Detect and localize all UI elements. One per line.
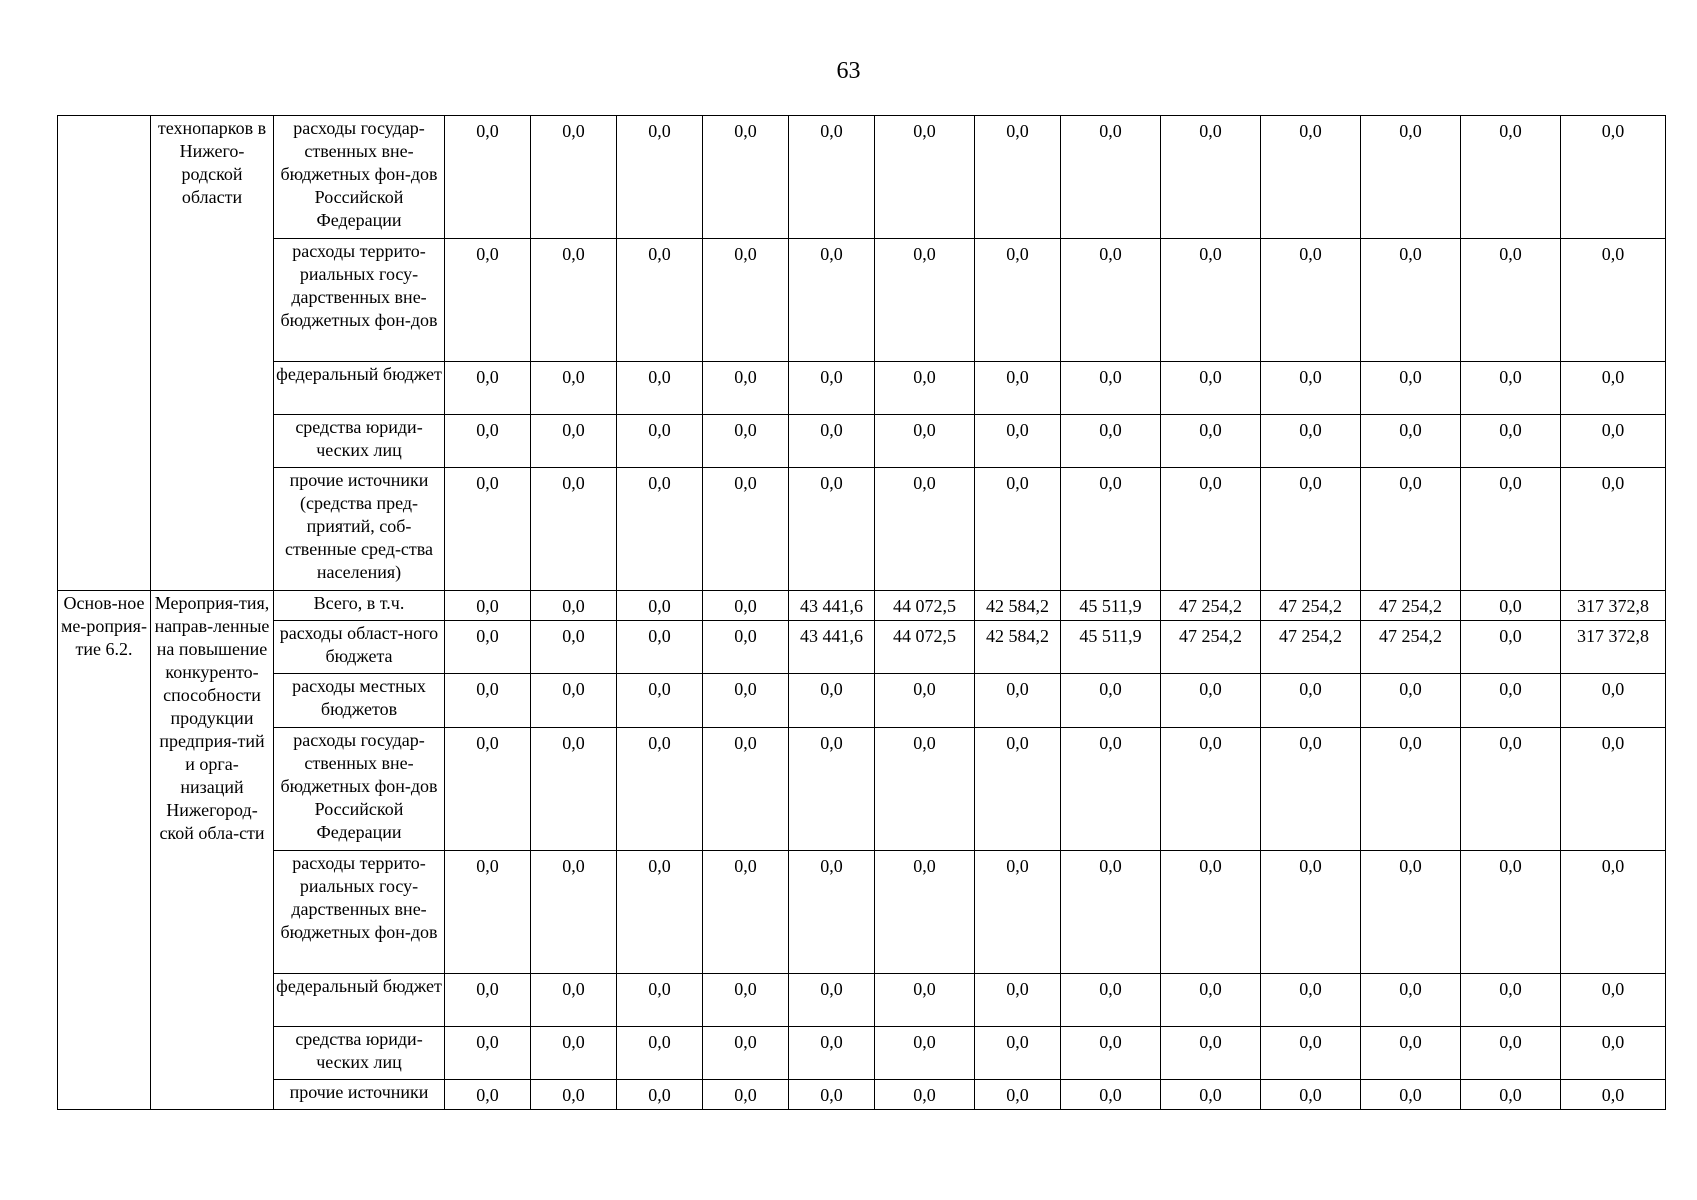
table-row bbox=[58, 1079, 1666, 1109]
source-cell: прочие источники bbox=[274, 1079, 445, 1109]
value-cell: 0,0 bbox=[1461, 1026, 1561, 1079]
value-cell: 0,0 bbox=[975, 973, 1061, 1026]
value-cell: 0,0 bbox=[1361, 1026, 1461, 1079]
value-cell: 0,0 bbox=[703, 850, 789, 973]
value-cell: 0,0 bbox=[1461, 591, 1561, 621]
value-cell: 0,0 bbox=[1061, 850, 1161, 973]
value-cell: 0,0 bbox=[1161, 973, 1261, 1026]
value-cell: 0,0 bbox=[445, 591, 531, 621]
value-cell: 0,0 bbox=[789, 116, 875, 239]
value-cell: 0,0 bbox=[875, 362, 975, 415]
value-cell: 0,0 bbox=[1061, 674, 1161, 727]
value-cell: 0,0 bbox=[1161, 850, 1261, 973]
page-number: 63 bbox=[836, 58, 861, 84]
table-row bbox=[58, 362, 1666, 415]
value-cell: 0,0 bbox=[531, 468, 617, 591]
value-cell: 42 584,2 bbox=[975, 621, 1061, 674]
value-cell: 0,0 bbox=[531, 850, 617, 973]
value-cell: 45 511,9 bbox=[1061, 591, 1161, 621]
value-cell: 45 511,9 bbox=[1061, 621, 1161, 674]
value-cell: 0,0 bbox=[1261, 1079, 1361, 1109]
table-row bbox=[58, 591, 1666, 621]
value-cell: 0,0 bbox=[1061, 973, 1161, 1026]
value-cell: 0,0 bbox=[875, 973, 975, 1026]
value-cell: 0,0 bbox=[617, 674, 703, 727]
value-cell: 0,0 bbox=[445, 239, 531, 362]
value-cell: 0,0 bbox=[445, 1026, 531, 1079]
value-cell: 0,0 bbox=[789, 727, 875, 850]
value-cell: 0,0 bbox=[1561, 239, 1666, 362]
table-row bbox=[58, 973, 1666, 1026]
value-cell: 0,0 bbox=[875, 850, 975, 973]
value-cell: 0,0 bbox=[1461, 850, 1561, 973]
value-cell: 0,0 bbox=[875, 116, 975, 239]
value-cell: 0,0 bbox=[703, 362, 789, 415]
value-cell: 0,0 bbox=[445, 674, 531, 727]
table-row bbox=[58, 727, 1666, 850]
value-cell: 43 441,6 bbox=[789, 621, 875, 674]
value-cell: 0,0 bbox=[1561, 116, 1666, 239]
value-cell: 0,0 bbox=[703, 674, 789, 727]
table-row bbox=[58, 415, 1666, 468]
value-cell: 0,0 bbox=[975, 116, 1061, 239]
value-cell: 44 072,5 bbox=[875, 621, 975, 674]
value-cell: 0,0 bbox=[1061, 1026, 1161, 1079]
table-row bbox=[58, 468, 1666, 591]
value-cell: 0,0 bbox=[1461, 362, 1561, 415]
value-cell: 47 254,2 bbox=[1361, 591, 1461, 621]
value-cell: 47 254,2 bbox=[1161, 621, 1261, 674]
value-cell: 0,0 bbox=[1161, 468, 1261, 591]
value-cell: 0,0 bbox=[875, 239, 975, 362]
value-cell: 0,0 bbox=[1261, 468, 1361, 591]
value-cell: 0,0 bbox=[1261, 973, 1361, 1026]
value-cell: 0,0 bbox=[875, 1079, 975, 1109]
value-cell: 0,0 bbox=[617, 415, 703, 468]
value-cell: 0,0 bbox=[531, 727, 617, 850]
source-cell: Всего, в т.ч. bbox=[274, 591, 445, 621]
value-cell: 0,0 bbox=[1161, 1079, 1261, 1109]
value-cell: 0,0 bbox=[789, 674, 875, 727]
table-row bbox=[58, 850, 1666, 973]
value-cell: 0,0 bbox=[1561, 674, 1666, 727]
value-cell: 0,0 bbox=[531, 1026, 617, 1079]
value-cell: 47 254,2 bbox=[1261, 591, 1361, 621]
value-cell: 47 254,2 bbox=[1361, 621, 1461, 674]
value-cell: 0,0 bbox=[1361, 116, 1461, 239]
value-cell: 0,0 bbox=[1561, 727, 1666, 850]
value-cell: 0,0 bbox=[531, 591, 617, 621]
value-cell: 0,0 bbox=[531, 1079, 617, 1109]
value-cell: 0,0 bbox=[1561, 362, 1666, 415]
value-cell: 0,0 bbox=[1261, 727, 1361, 850]
table-row bbox=[58, 116, 1666, 239]
value-cell: 0,0 bbox=[1161, 415, 1261, 468]
value-cell: 0,0 bbox=[1561, 1079, 1666, 1109]
activity-cell bbox=[58, 116, 151, 591]
value-cell: 0,0 bbox=[1461, 727, 1561, 850]
value-cell: 0,0 bbox=[1461, 1079, 1561, 1109]
value-cell: 0,0 bbox=[703, 415, 789, 468]
value-cell: 0,0 bbox=[975, 362, 1061, 415]
value-cell: 0,0 bbox=[445, 415, 531, 468]
source-cell: федеральный бюджет bbox=[274, 362, 445, 415]
value-cell: 0,0 bbox=[617, 973, 703, 1026]
value-cell: 0,0 bbox=[703, 727, 789, 850]
value-cell: 0,0 bbox=[445, 362, 531, 415]
financing-table bbox=[57, 115, 1666, 1110]
value-cell: 0,0 bbox=[1061, 362, 1161, 415]
value-cell: 0,0 bbox=[531, 415, 617, 468]
value-cell: 0,0 bbox=[617, 1079, 703, 1109]
value-cell: 0,0 bbox=[1461, 621, 1561, 674]
value-cell: 0,0 bbox=[703, 1079, 789, 1109]
value-cell: 0,0 bbox=[531, 116, 617, 239]
value-cell: 0,0 bbox=[1161, 239, 1261, 362]
value-cell: 0,0 bbox=[875, 1026, 975, 1079]
value-cell: 317 372,8 bbox=[1561, 591, 1666, 621]
value-cell: 0,0 bbox=[1561, 468, 1666, 591]
value-cell: 0,0 bbox=[975, 727, 1061, 850]
value-cell: 0,0 bbox=[975, 1026, 1061, 1079]
value-cell: 0,0 bbox=[789, 415, 875, 468]
value-cell: 0,0 bbox=[1561, 415, 1666, 468]
value-cell: 0,0 bbox=[1061, 116, 1161, 239]
value-cell: 0,0 bbox=[1361, 850, 1461, 973]
value-cell: 0,0 bbox=[617, 116, 703, 239]
source-cell: средства юриди-ческих лиц bbox=[274, 415, 445, 468]
value-cell: 0,0 bbox=[703, 621, 789, 674]
value-cell: 0,0 bbox=[1461, 468, 1561, 591]
value-cell: 0,0 bbox=[445, 973, 531, 1026]
value-cell: 0,0 bbox=[1261, 850, 1361, 973]
value-cell: 0,0 bbox=[975, 850, 1061, 973]
source-cell: прочие источники (средства пред-приятий, соб-ственные сред-ства населения) bbox=[274, 468, 445, 591]
value-cell: 0,0 bbox=[1061, 1079, 1161, 1109]
value-cell: 0,0 bbox=[1261, 1026, 1361, 1079]
table-row bbox=[58, 1026, 1666, 1079]
value-cell: 0,0 bbox=[1361, 468, 1461, 591]
value-cell: 0,0 bbox=[617, 239, 703, 362]
value-cell: 0,0 bbox=[531, 239, 617, 362]
value-cell: 0,0 bbox=[1161, 674, 1261, 727]
value-cell: 0,0 bbox=[1461, 239, 1561, 362]
value-cell: 0,0 bbox=[617, 362, 703, 415]
value-cell: 0,0 bbox=[1361, 415, 1461, 468]
source-cell: расходы област-ного бюджета bbox=[274, 621, 445, 674]
source-cell: расходы террито-риальных госу-дарственных вне-бюджетных фон-дов bbox=[274, 850, 445, 973]
value-cell: 0,0 bbox=[1361, 973, 1461, 1026]
value-cell: 0,0 bbox=[1361, 674, 1461, 727]
source-cell: средства юриди-ческих лиц bbox=[274, 1026, 445, 1079]
value-cell: 317 372,8 bbox=[1561, 621, 1666, 674]
value-cell: 0,0 bbox=[617, 621, 703, 674]
value-cell: 0,0 bbox=[703, 1026, 789, 1079]
value-cell: 0,0 bbox=[875, 468, 975, 591]
value-cell: 0,0 bbox=[789, 468, 875, 591]
table-body bbox=[58, 116, 1666, 1110]
value-cell: 0,0 bbox=[703, 591, 789, 621]
value-cell: 0,0 bbox=[1161, 1026, 1261, 1079]
event-name-cell: Мероприя-тия, направ-ленные на повышение конкуренто-способности продукции предприя-тий и орга-низаций Нижегород-ской обла-сти bbox=[151, 591, 274, 1110]
value-cell: 0,0 bbox=[1361, 239, 1461, 362]
value-cell: 0,0 bbox=[789, 850, 875, 973]
value-cell: 0,0 bbox=[445, 727, 531, 850]
value-cell: 0,0 bbox=[445, 116, 531, 239]
value-cell: 47 254,2 bbox=[1161, 591, 1261, 621]
value-cell: 0,0 bbox=[1061, 468, 1161, 591]
value-cell: 0,0 bbox=[531, 621, 617, 674]
value-cell: 0,0 bbox=[1061, 239, 1161, 362]
value-cell: 0,0 bbox=[703, 973, 789, 1026]
value-cell: 0,0 bbox=[703, 468, 789, 591]
value-cell: 0,0 bbox=[531, 674, 617, 727]
value-cell: 0,0 bbox=[975, 415, 1061, 468]
value-cell: 0,0 bbox=[703, 239, 789, 362]
value-cell: 0,0 bbox=[1261, 362, 1361, 415]
value-cell: 0,0 bbox=[789, 362, 875, 415]
value-cell: 0,0 bbox=[975, 1079, 1061, 1109]
value-cell: 0,0 bbox=[789, 1079, 875, 1109]
value-cell: 0,0 bbox=[1161, 362, 1261, 415]
event-name-cell: технопарков в Нижего-родской области bbox=[151, 116, 274, 591]
value-cell: 0,0 bbox=[1461, 674, 1561, 727]
table-row bbox=[58, 621, 1666, 674]
source-cell: федеральный бюджет bbox=[274, 973, 445, 1026]
value-cell: 0,0 bbox=[1161, 727, 1261, 850]
value-cell: 0,0 bbox=[1361, 727, 1461, 850]
value-cell: 0,0 bbox=[975, 239, 1061, 362]
value-cell: 42 584,2 bbox=[975, 591, 1061, 621]
value-cell: 0,0 bbox=[703, 116, 789, 239]
value-cell: 0,0 bbox=[975, 468, 1061, 591]
value-cell: 44 072,5 bbox=[875, 591, 975, 621]
value-cell: 0,0 bbox=[1361, 1079, 1461, 1109]
value-cell: 0,0 bbox=[789, 973, 875, 1026]
value-cell: 0,0 bbox=[1461, 415, 1561, 468]
source-cell: расходы террито-риальных госу-дарственных вне-бюджетных фон-дов bbox=[274, 239, 445, 362]
value-cell: 0,0 bbox=[1161, 116, 1261, 239]
value-cell: 0,0 bbox=[617, 850, 703, 973]
value-cell: 0,0 bbox=[1061, 415, 1161, 468]
table-row bbox=[58, 674, 1666, 727]
table-row bbox=[58, 239, 1666, 362]
value-cell: 43 441,6 bbox=[789, 591, 875, 621]
value-cell: 0,0 bbox=[875, 727, 975, 850]
source-cell: расходы местных бюджетов bbox=[274, 674, 445, 727]
value-cell: 0,0 bbox=[617, 591, 703, 621]
value-cell: 0,0 bbox=[1361, 362, 1461, 415]
value-cell: 0,0 bbox=[445, 850, 531, 973]
value-cell: 0,0 bbox=[617, 1026, 703, 1079]
source-cell: расходы государ-ственных вне-бюджетных фон-дов Российской Федерации bbox=[274, 727, 445, 850]
value-cell: 0,0 bbox=[1561, 973, 1666, 1026]
value-cell: 0,0 bbox=[975, 674, 1061, 727]
value-cell: 0,0 bbox=[1561, 1026, 1666, 1079]
value-cell: 0,0 bbox=[1561, 850, 1666, 973]
value-cell: 0,0 bbox=[531, 973, 617, 1026]
value-cell: 0,0 bbox=[1261, 116, 1361, 239]
value-cell: 0,0 bbox=[875, 674, 975, 727]
value-cell: 0,0 bbox=[875, 415, 975, 468]
value-cell: 0,0 bbox=[445, 621, 531, 674]
source-cell: расходы государ-ственных вне-бюджетных фон-дов Российской Федерации bbox=[274, 116, 445, 239]
value-cell: 0,0 bbox=[789, 239, 875, 362]
value-cell: 0,0 bbox=[617, 468, 703, 591]
value-cell: 0,0 bbox=[617, 727, 703, 850]
value-cell: 0,0 bbox=[1461, 116, 1561, 239]
value-cell: 0,0 bbox=[1061, 727, 1161, 850]
value-cell: 0,0 bbox=[1261, 674, 1361, 727]
value-cell: 0,0 bbox=[445, 468, 531, 591]
activity-cell: Основ-ное ме-роприя-тие 6.2. bbox=[58, 591, 151, 1110]
value-cell: 0,0 bbox=[789, 1026, 875, 1079]
value-cell: 0,0 bbox=[445, 1079, 531, 1109]
value-cell: 0,0 bbox=[1261, 415, 1361, 468]
value-cell: 0,0 bbox=[531, 362, 617, 415]
value-cell: 47 254,2 bbox=[1261, 621, 1361, 674]
value-cell: 0,0 bbox=[1461, 973, 1561, 1026]
value-cell: 0,0 bbox=[1261, 239, 1361, 362]
